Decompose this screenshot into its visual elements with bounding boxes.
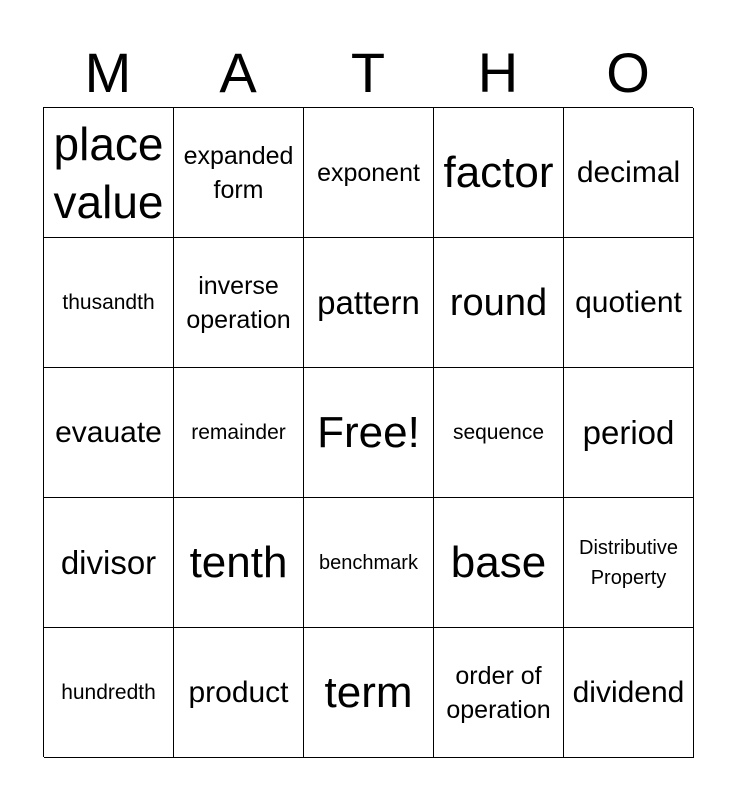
cell-text: inverse operation bbox=[186, 271, 291, 334]
cell-text: hundredth bbox=[61, 680, 156, 704]
cell-text: base bbox=[450, 537, 547, 587]
bingo-cell bbox=[434, 498, 564, 628]
bingo-cell bbox=[44, 368, 174, 498]
cell-text: tenth bbox=[189, 537, 288, 587]
bingo-cell bbox=[434, 628, 564, 758]
cell-text: product bbox=[188, 675, 289, 709]
cell-text: divisor bbox=[60, 543, 157, 581]
header-letter-h: H bbox=[477, 41, 519, 104]
cell-text: order of operation bbox=[446, 661, 551, 724]
bingo-cell bbox=[564, 498, 694, 628]
cell-text: evauate bbox=[55, 415, 162, 449]
bingo-cell bbox=[174, 498, 304, 628]
bingo-cell bbox=[304, 238, 434, 368]
cell-text: exponent bbox=[317, 158, 420, 187]
bingo-card-grid bbox=[43, 107, 693, 757]
cell-text: period bbox=[582, 413, 675, 451]
cell-text: sequence bbox=[452, 420, 545, 444]
bingo-cell bbox=[44, 238, 174, 368]
header-letter-t: T bbox=[350, 41, 386, 104]
cell-text: pattern bbox=[317, 283, 420, 321]
bingo-header bbox=[43, 40, 693, 106]
cell-text: term bbox=[324, 667, 413, 717]
bingo-cell bbox=[174, 368, 304, 498]
cell-text: decimal bbox=[576, 155, 681, 189]
bingo-cell bbox=[44, 628, 174, 758]
bingo-cell bbox=[434, 368, 564, 498]
cell-text: Distributive Property bbox=[579, 536, 678, 589]
bingo-cell bbox=[434, 108, 564, 238]
cell-text: quotient bbox=[575, 285, 682, 319]
bingo-cell bbox=[44, 498, 174, 628]
cell-text: dividend bbox=[572, 675, 685, 709]
bingo-cell bbox=[564, 108, 694, 238]
header-letter-o: O bbox=[606, 41, 650, 104]
bingo-cell bbox=[434, 238, 564, 368]
bingo-cell bbox=[304, 628, 434, 758]
cell-text: expanded form bbox=[183, 141, 294, 204]
bingo-cell bbox=[174, 108, 304, 238]
cell-text: factor bbox=[443, 147, 554, 197]
bingo-cell bbox=[174, 628, 304, 758]
cell-text: Free! bbox=[317, 407, 420, 457]
cell-text: remainder bbox=[191, 420, 286, 444]
free-space bbox=[304, 368, 434, 498]
bingo-cell bbox=[564, 628, 694, 758]
bingo-cell bbox=[304, 108, 434, 238]
bingo-cell bbox=[564, 238, 694, 368]
cell-text: round bbox=[449, 281, 548, 324]
cell-text: benchmark bbox=[319, 551, 418, 574]
bingo-cell bbox=[44, 108, 174, 238]
bingo-cell bbox=[174, 238, 304, 368]
bingo-cell bbox=[564, 368, 694, 498]
header-letter-a: A bbox=[219, 41, 257, 104]
bingo-cell bbox=[304, 498, 434, 628]
cell-text: thusandth bbox=[62, 290, 155, 314]
header-letter-m: M bbox=[84, 41, 132, 104]
cell-text: place value bbox=[53, 117, 164, 228]
